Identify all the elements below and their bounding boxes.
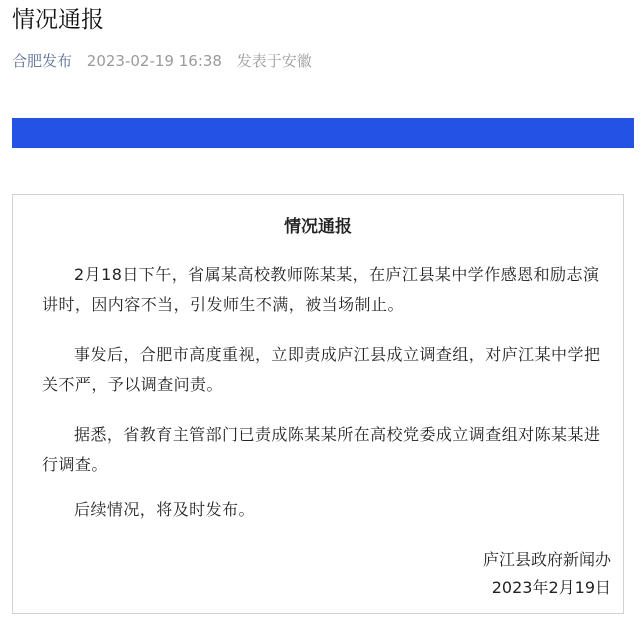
notice-image [12, 194, 624, 614]
notice-paragraph: 据悉，省教育主管部门已责成陈某某所在高校党委成立调查组对陈某某进行调查。 [42, 425, 601, 474]
signature-date: 2023年2月19日 [491, 578, 611, 597]
signature-office: 庐江县政府新闻办 [482, 550, 611, 569]
publish-time: 2023-02-19 16:38 [86, 52, 222, 70]
article-title: 情况通报 [12, 7, 104, 33]
notice-paragraph: 2月18日下午，省属某高校教师陈某某，在庐江县某中学作感恩和励志演讲时，因内容不当，引发师生不满，被当场制止。 [42, 265, 600, 314]
notice-paragraph: 后续情况，将及时发布。 [74, 500, 255, 519]
article-meta [12, 50, 312, 72]
publish-location: 发表于安徽 [236, 52, 312, 70]
notice-heading: 情况通报 [284, 217, 352, 237]
source-account-link[interactable]: 合肥发布 [12, 52, 73, 70]
header-banner-image [12, 118, 634, 148]
notice-paragraph: 事发后，合肥市高度重视，立即责成庐江县成立调查组，对庐江某中学把关不严，予以调查问责。 [42, 345, 601, 394]
